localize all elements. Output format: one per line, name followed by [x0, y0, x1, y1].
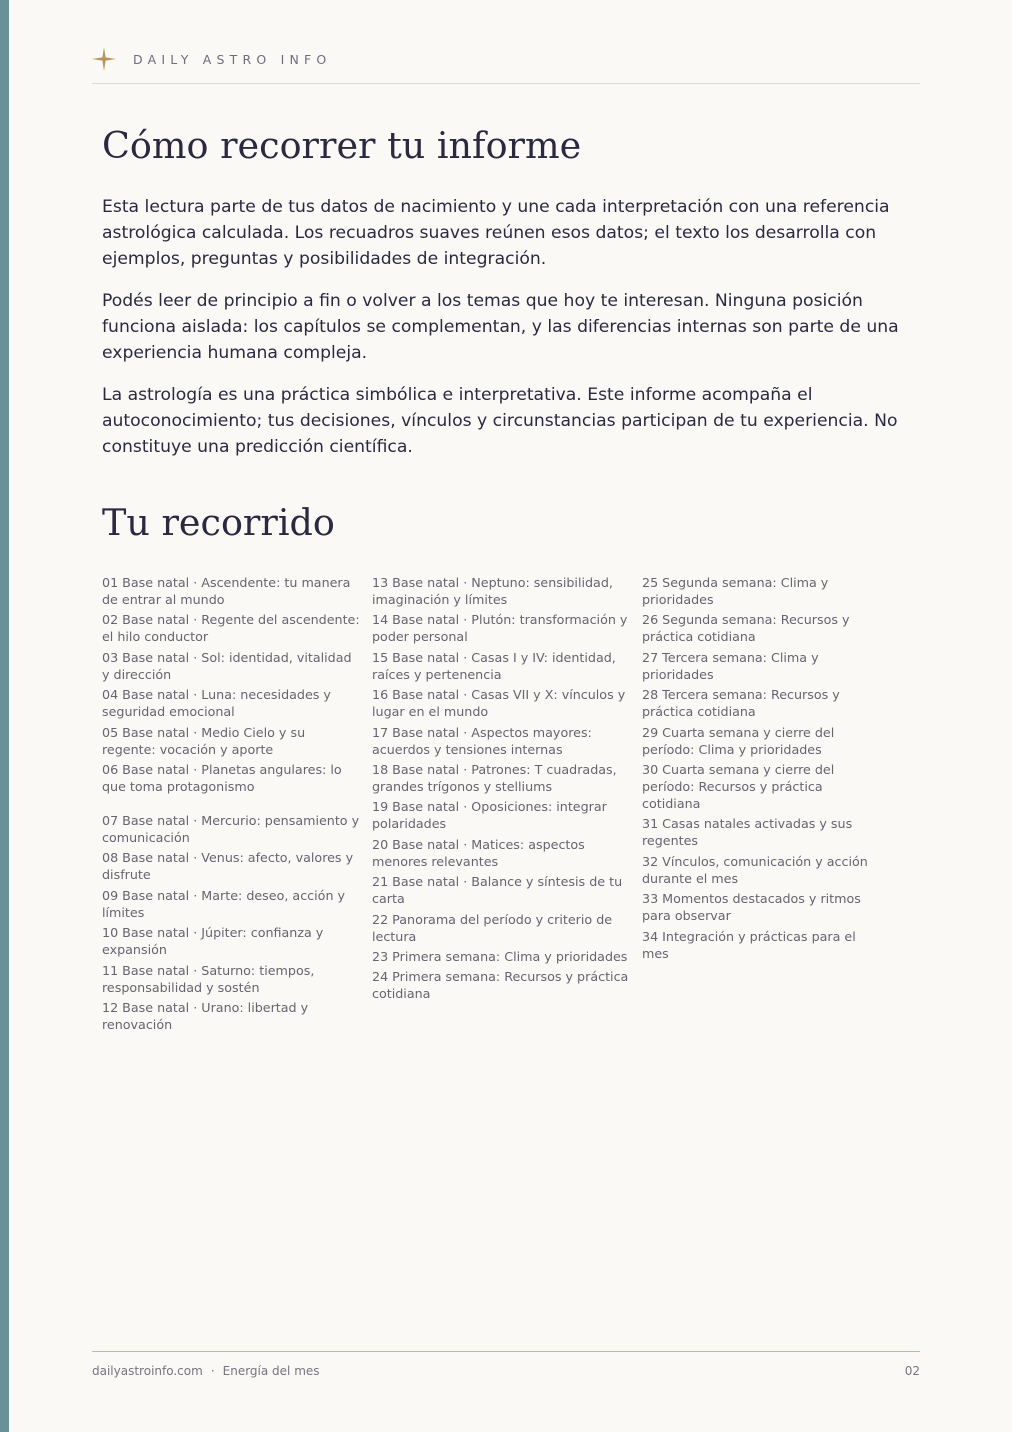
footer-divider — [92, 1351, 920, 1352]
toc-entry[interactable]: 07 Base natal · Mercurio: pensamiento y comunicación — [102, 812, 360, 845]
toc-entry[interactable]: 02 Base natal · Regente del ascendente: el hilo conductor — [102, 612, 360, 645]
toc-entry[interactable]: 20 Base natal · Matices: aspectos menores relevantes — [372, 836, 585, 869]
toc-entry[interactable]: 10 Base natal · Júpiter: confianza y expansión — [102, 925, 324, 958]
toc-entry[interactable]: 01 Base natal · Ascendente: tu manera de entrar al mundo — [102, 575, 351, 607]
four-point-star-icon — [92, 47, 116, 71]
toc-entry[interactable]: 11 Base natal · Saturno: tiempos, responsabilidad y sostén — [102, 962, 315, 995]
header — [92, 46, 920, 84]
toc-entry[interactable]: 12 Base natal · Urano: libertad y renovación — [102, 999, 309, 1032]
footer-site: dailyastroinfo.com — [92, 1364, 203, 1378]
toc-entry[interactable]: 32 Vínculos, comunicación y acción durante el mes — [642, 853, 868, 886]
page-title: Cómo recorrer tu informe — [102, 124, 582, 167]
toc-entry[interactable]: 22 Panorama del período y criterio de lectura — [372, 911, 613, 944]
toc-entry[interactable]: 27 Tercera semana: Clima y prioridades — [642, 649, 819, 682]
toc-entry[interactable]: 31 Casas natales activadas y sus regentes — [642, 816, 853, 849]
toc-entry[interactable]: 14 Base natal · Plutón: transformación y poder personal — [372, 612, 628, 645]
toc-column — [642, 574, 887, 1036]
toc-entry[interactable]: 13 Base natal · Neptuno: sensibilidad, imaginación y límites — [372, 575, 613, 607]
toc-entry[interactable]: 34 Integración y prácticas para el mes — [642, 928, 856, 961]
toc-entry[interactable]: 23 Primera semana: Clima y prioridades — [372, 948, 628, 964]
toc-entry[interactable]: 06 Base natal · Planetas angulares: lo que toma protagonismo — [102, 761, 342, 794]
left-accent-bar — [0, 0, 9, 1432]
toc-column — [102, 574, 372, 1036]
toc-entry[interactable]: 29 Cuarta semana y cierre del período: Clima y prioridades — [642, 724, 835, 757]
intro-paragraph: Esta lectura parte de tus datos de nacimiento y une cada interpretación con una referencia astrológica calculada. Los recuadros suaves reúnen esos datos; el texto los desarrolla con ejemplos, preguntas y posibilidades de integración. — [102, 197, 890, 269]
section-title: Tu recorrido — [102, 501, 335, 544]
page-number: 02 — [904, 1364, 920, 1378]
footer-separator: · — [210, 1364, 215, 1378]
toc-entry[interactable]: 21 Base natal · Balance y síntesis de tu carta — [372, 874, 623, 907]
footer-info — [92, 1364, 320, 1378]
toc-entry[interactable]: 15 Base natal · Casas I y IV: identidad, raíces y pertenencia — [372, 649, 616, 682]
toc-entry[interactable]: 16 Base natal · Casas VII y X: vínculos y lugar en el mundo — [372, 687, 626, 720]
intro-text — [102, 194, 912, 476]
toc-entry[interactable]: 03 Base natal · Sol: identidad, vitalidad y dirección — [102, 649, 352, 682]
toc-entry[interactable]: 25 Segunda semana: Clima y prioridades — [642, 575, 829, 607]
toc-entry[interactable]: 09 Base natal · Marte: deseo, acción y límites — [102, 887, 346, 920]
toc-entry[interactable]: 30 Cuarta semana y cierre del período: Recursos y práctica cotidiana — [642, 761, 835, 811]
table-of-contents — [102, 574, 887, 1036]
toc-entry[interactable]: 26 Segunda semana: Recursos y práctica cotidiana — [642, 612, 850, 645]
toc-entry[interactable]: 05 Base natal · Medio Cielo y su regente: vocación y aporte — [102, 724, 306, 757]
toc-entry[interactable]: 18 Base natal · Patrones: T cuadradas, grandes trígonos y stelliums — [372, 761, 617, 794]
toc-entry[interactable]: 28 Tercera semana: Recursos y práctica cotidiana — [642, 687, 840, 720]
toc-entry[interactable]: 24 Primera semana: Recursos y práctica cotidiana — [372, 969, 629, 1002]
toc-column — [372, 574, 642, 1036]
toc-entry[interactable]: 04 Base natal · Luna: necesidades y seguridad emocional — [102, 687, 331, 720]
intro-paragraph: Podés leer de principio a fin o volver a los temas que hoy te interesan. Ninguna posición funciona aislada: los capítulos se complementan, y las diferencias internas son parte de una experiencia humana compleja. — [102, 291, 899, 363]
brand-name: DAILY ASTRO INFO — [133, 52, 332, 67]
intro-paragraph: La astrología es una práctica simbólica e interpretativa. Este informe acompaña el autoconocimiento; tus decisiones, vínculos y circunstancias participan de tu experiencia. No constituye una predicción científica. — [102, 385, 898, 457]
toc-entry[interactable]: 33 Momentos destacados y ritmos para observar — [642, 891, 861, 924]
toc-entry[interactable]: 17 Base natal · Aspectos mayores: acuerdos y tensiones internas — [372, 724, 592, 757]
footer-subtitle: Energía del mes — [222, 1364, 320, 1378]
toc-entry[interactable]: 08 Base natal · Venus: afecto, valores y disfrute — [102, 850, 354, 883]
toc-entry[interactable]: 19 Base natal · Oposiciones: integrar polaridades — [372, 799, 607, 832]
